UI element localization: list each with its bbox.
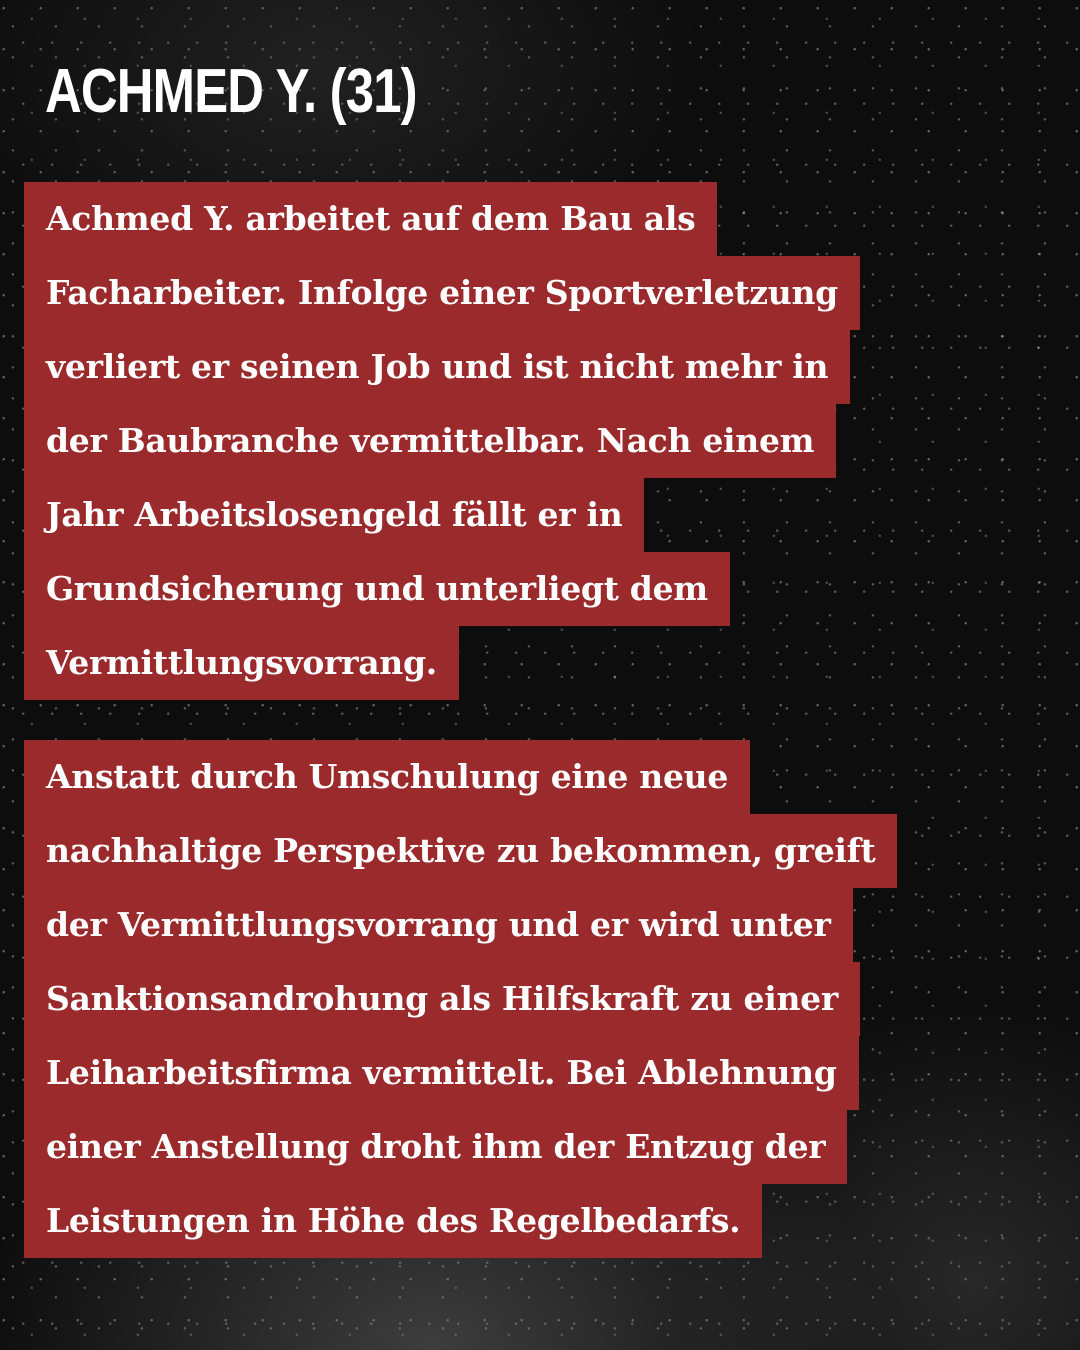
- paragraph-line: nachhaltige Perspektive zu bekommen, greift: [24, 814, 897, 888]
- paragraph-consequence: [24, 740, 897, 1258]
- paragraph-line: Vermittlungsvorrang.: [24, 626, 459, 700]
- paragraph-line: einer Anstellung droht ihm der Entzug der: [24, 1110, 847, 1184]
- paragraph-line: Leistungen in Höhe des Regelbedarfs.: [24, 1184, 762, 1258]
- paragraph-line: der Vermittlungsvorrang und er wird unter: [24, 888, 853, 962]
- page-title: ACHMED Y. (31): [45, 57, 417, 126]
- paragraph-line: Jahr Arbeitslosengeld fällt er in: [24, 478, 644, 552]
- paragraph-line: Anstatt durch Umschulung eine neue: [24, 740, 750, 814]
- paragraph-line: Sanktionsandrohung als Hilfskraft zu einer: [24, 962, 860, 1036]
- paragraph-line: Grundsicherung und unterliegt dem: [24, 552, 730, 626]
- paragraph-line: Leiharbeitsfirma vermittelt. Bei Ablehnung: [24, 1036, 859, 1110]
- paragraph-line: der Baubranche vermittelbar. Nach einem: [24, 404, 836, 478]
- paragraph-intro: [24, 182, 860, 700]
- paragraph-line: Facharbeiter. Infolge einer Sportverletzung: [24, 256, 860, 330]
- paragraph-line: Achmed Y. arbeitet auf dem Bau als: [24, 182, 717, 256]
- paragraph-line: verliert er seinen Job und ist nicht mehr in: [24, 330, 850, 404]
